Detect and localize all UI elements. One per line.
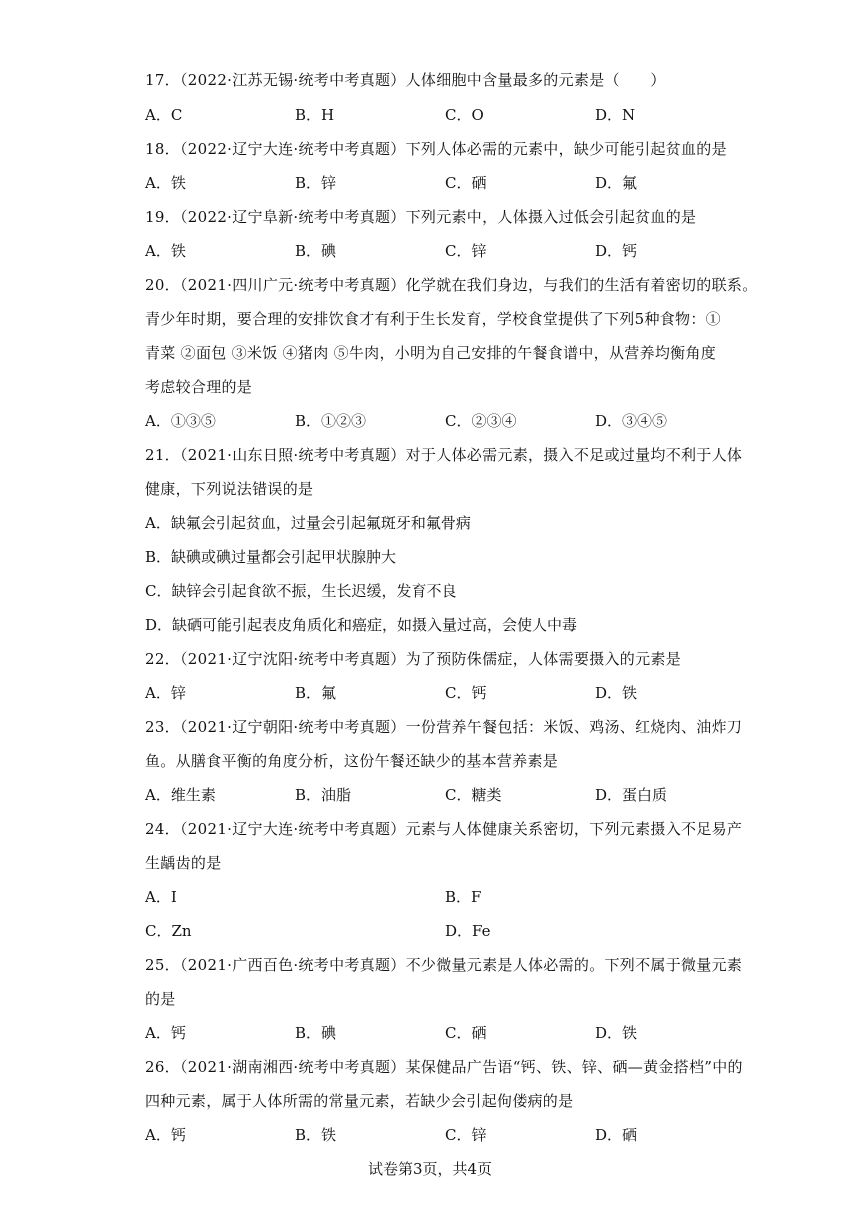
question-18-option-c: C．硒 [445, 174, 487, 192]
question-20-stem-line-4: 考虑较合理的是 [145, 378, 253, 396]
question-19-option-a: A．铁 [145, 242, 186, 260]
question-23-option-b: B．油脂 [295, 786, 352, 804]
question-26-option-c: C．锌 [445, 1126, 487, 1144]
question-20-option-c: C．②③④ [445, 412, 517, 430]
page-footer: 试卷第3页，共4页 [367, 1160, 493, 1178]
question-21-stem-line-2: 健康，下列说法错误的是 [145, 480, 314, 498]
question-17-stem: 17．（2022·江苏无锡·统考中考真题）人体细胞中含量最多的元素是（ ） [145, 71, 666, 89]
question-17-option-a: A．C [145, 106, 183, 124]
question-21-option-b: B．缺碘或碘过量都会引起甲状腺肿大 [145, 548, 397, 566]
question-20-stem-line-2: 青少年时期，要合理的安排饮食才有利于生长发育，学校食堂提供了下列5种食物：① [145, 310, 721, 328]
question-26-stem-line-2: 四种元素，属于人体所需的常量元素，若缺少会引起佝偻病的是 [145, 1092, 574, 1110]
question-25-stem-line-1: 25．（2021·广西百色·统考中考真题）不少微量元素是人体必需的。下列不属于微量元素 [145, 956, 743, 974]
question-26-option-b: B．铁 [295, 1126, 337, 1144]
question-24-option-d: D．Fe [445, 922, 491, 940]
question-23-stem-line-1: 23．（2021·辽宁朝阳·统考中考真题）一份营养午餐包括：米饭、鸡汤、红烧肉、油炸刀 [145, 718, 743, 736]
question-18-option-b: B．锌 [295, 174, 337, 192]
question-24-option-b: B．F [445, 888, 482, 906]
question-21-option-d: D．缺硒可能引起表皮角质化和癌症，如摄入量过高，会使人中毒 [145, 616, 578, 634]
question-20-option-a: A．①③⑤ [145, 412, 216, 430]
question-22-option-d: D．铁 [595, 684, 638, 702]
question-18-stem: 18．（2022·辽宁大连·统考中考真题）下列人体必需的元素中，缺少可能引起贫血的是 [145, 140, 727, 158]
question-25-option-a: A．钙 [145, 1024, 186, 1042]
question-22-stem: 22．（2021·辽宁沈阳·统考中考真题）为了预防侏儒症，人体需要摄入的元素是 [145, 650, 681, 668]
question-21-option-a: A．缺氟会引起贫血，过量会引起氟斑牙和氟骨病 [145, 514, 471, 532]
question-24-stem-line-1: 24．（2021·辽宁大连·统考中考真题）元素与人体健康关系密切，下列元素摄入不足易产 [145, 820, 743, 838]
question-21-stem-line-1: 21．（2021·山东日照·统考中考真题）对于人体必需元素，摄入不足或过量均不利于人体 [145, 446, 743, 464]
question-17-option-c: C．O [445, 106, 484, 124]
question-26-option-d: D．硒 [595, 1126, 638, 1144]
question-19-option-c: C．锌 [445, 242, 487, 260]
question-20-option-b: B．①②③ [295, 412, 367, 430]
question-25-option-c: C．硒 [445, 1024, 487, 1042]
question-22-option-a: A．锌 [145, 684, 186, 702]
question-20-stem-line-3: 青菜 ②面包 ③米饭 ④猪肉 ⑤牛肉，小明为自己安排的午餐食谱中，从营养均衡角度 [145, 344, 717, 362]
question-25-option-d: D．铁 [595, 1024, 638, 1042]
question-24-option-a: A．I [145, 888, 177, 906]
question-17-option-d: D．N [595, 106, 636, 124]
question-24-option-c: C．Zn [145, 922, 192, 940]
question-25-option-b: B．碘 [295, 1024, 337, 1042]
question-21-option-c: C．缺锌会引起食欲不振，生长迟缓，发育不良 [145, 582, 457, 600]
question-22-option-b: B．氟 [295, 684, 337, 702]
question-23-option-c: C．糖类 [445, 786, 502, 804]
question-20-stem-line-1: 20．（2021·四川广元·统考中考真题）化学就在我们身边，与我们的生活有着密切的联系。 [145, 276, 758, 294]
question-23-option-d: D．蛋白质 [595, 786, 668, 804]
question-18-option-a: A．铁 [145, 174, 186, 192]
question-22-option-c: C．钙 [445, 684, 487, 702]
question-26-stem-line-1: 26．（2021·湖南湘西·统考中考真题）某保健品广告语“钙、铁、锌、硒—黄金搭档”中的 [145, 1058, 743, 1076]
question-19-stem: 19．（2022·辽宁阜新·统考中考真题）下列元素中，人体摄入过低会引起贫血的是 [145, 208, 697, 226]
question-25-stem-line-2: 的是 [145, 990, 176, 1008]
question-19-option-d: D．钙 [595, 242, 638, 260]
question-17-option-b: B．H [295, 106, 335, 124]
question-26-option-a: A．钙 [145, 1126, 186, 1144]
question-23-stem-line-2: 鱼。从膳食平衡的角度分析，这份午餐还缺少的基本营养素是 [145, 752, 559, 770]
question-18-option-d: D．氟 [595, 174, 638, 192]
question-23-option-a: A．维生素 [145, 786, 216, 804]
question-19-option-b: B．碘 [295, 242, 337, 260]
question-24-stem-line-2: 生龋齿的是 [145, 854, 222, 872]
question-20-option-d: D．③④⑤ [595, 412, 668, 430]
